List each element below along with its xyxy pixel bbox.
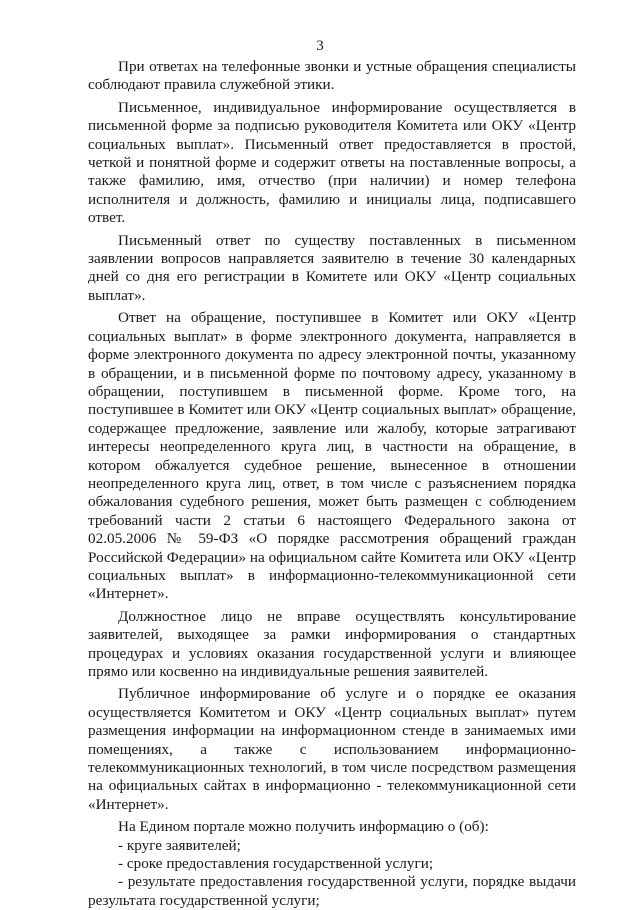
list-item-service-result: - результате предоставления государственной услуги, порядке выдачи результата государственной услуги; xyxy=(88,873,576,909)
paragraph-response-deadline: Письменный ответ по существу поставленных в письменном заявлении вопросов направляется заявителю в течение 30 календарных дней со дня его регистрации в Комитете или ОКУ «Центр социальных выплат». xyxy=(88,231,576,304)
paragraph-public-informing: Публичное информирование об услуге и о порядке ее оказания осуществляется Комитетом и ОКУ «Центр социальных выплат» путем размещения информации на информационном стенде в занимаемых ими помещениях, а также с использованием информационно-телекоммуникационных технологий, в том числе посредством размещения на официальных сайтах в информационно - телекоммуникационной сети «Интернет». xyxy=(88,685,576,813)
paragraph-written-informing: Письменное, индивидуальное информирование осуществляется в письменной форме за подписью руководителя Комитета или ОКУ «Центр социальных выплат». Письменный ответ предоставляется в простой, четкой и понятной форме и содержит ответы на поставленные вопросы, а также фамилию, имя, отчество (при наличии) и номер телефона исполнителя и должность, фамилию и инициалы лица, подписавшего ответ. xyxy=(88,98,576,227)
list-item-service-term: - сроке предоставления государственной услуги; xyxy=(118,855,434,873)
body-text xyxy=(88,58,576,910)
list-item-applicants: - круге заявителей; xyxy=(118,836,241,854)
paragraph-portal-intro: На Едином портале можно получить информацию о (об): xyxy=(118,818,489,836)
page-number: 3 xyxy=(316,38,324,54)
paragraph-official-restriction: Должностное лицо не вправе осуществлять консультирование заявителей, выходящее за рамки информирования о стандартных процедурах и условиях оказания государственной услуги и влияющее прямо или косвенно на индивидуальные решения заявителей. xyxy=(88,607,576,680)
paragraph-electronic-response: Ответ на обращение, поступившее в Комитет или ОКУ «Центр социальных выплат» в форме электронного документа, направляется в форме электронного документа по адресу электронной почты, указанному в обращении, и в письменной форме по почтовому адресу, указанному в обращении, поступившем в письменной форме. Кроме того, на поступившее в Комитет или ОКУ «Центр социальных выплат» обращение, содержащее предложение, заявление или жалобу, которые затрагивают интересы неопределенного круга лиц, в частности на обращение, в котором обжалуется судебное решение, вынесенное в отношении неопределенного круга лиц, ответ, в том числе с разъяснением порядка обжалования судебного решения, может быть размещен с соблюдением требований части 2 статьи 6 настоящего Федерального закона от 02.05.2006 № 59-ФЗ «О порядке рассмотрения обращений граждан Российской Федерации» на официальном сайте Комитета или ОКУ «Центр социальных выплат» в информационно-телекоммуникационной сети «Интернет». xyxy=(88,309,576,603)
paragraph-phone-ethics: При ответах на телефонные звонки и устные обращения специалисты соблюдают правила служебной этики. xyxy=(88,58,576,94)
